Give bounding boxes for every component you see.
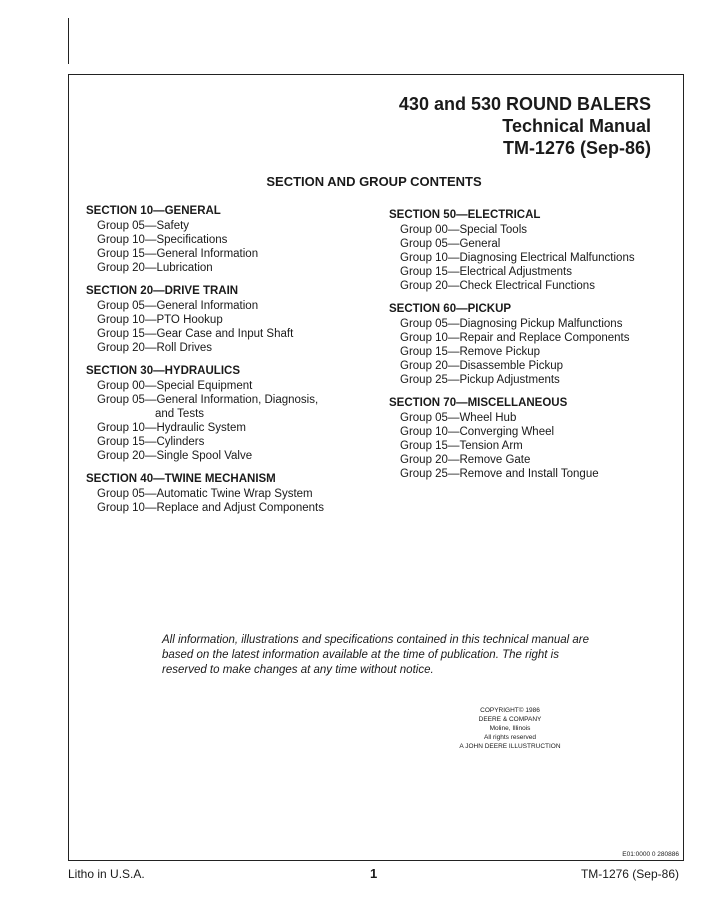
group-item: Group 10—Specifications [97, 234, 228, 246]
section-title: SECTION 40—TWINE MECHANISM [86, 473, 276, 485]
copyright-line: Moline, Illinois [489, 725, 531, 732]
group-item: Group 15—Remove Pickup [400, 346, 540, 358]
title-line-1: 430 and 530 ROUND BALERS [398, 94, 651, 114]
group-item: Group 05—Diagnosing Pickup Malfunctions [400, 318, 623, 330]
group-item: Group 15—Electrical Adjustments [400, 266, 572, 278]
title-line-3: TM-1276 (Sep-86) [502, 138, 651, 158]
copyright-block [440, 706, 580, 751]
footer-manual-id: TM-1276 (Sep-86) [580, 867, 679, 881]
group-item: Group 20—Roll Drives [97, 342, 213, 354]
group-item: Group 05—General [400, 238, 501, 250]
group-item: Group 20—Remove Gate [400, 454, 531, 466]
section-40 [86, 472, 376, 515]
section-20 [86, 284, 376, 355]
group-item: Group 25—Remove and Install Tongue [400, 468, 599, 480]
group-item: Group 00—Special Equipment [97, 380, 253, 392]
disclaimer-text: All information, illustrations and specifications contained in this technical manual are based on the latest information available at the time of publication. The right is reserved to make changes at any time without notice. [162, 634, 590, 676]
group-item: Group 25—Pickup Adjustments [400, 374, 560, 386]
contents-column-left [86, 204, 376, 524]
group-item: Group 10—Diagnosing Electrical Malfunctions [400, 252, 635, 264]
group-item: Group 20—Check Electrical Functions [400, 280, 595, 292]
document-code: E01:0000 0 280886 [622, 851, 679, 858]
copyright-line: A JOHN DEERE ILLUSTRUCTION [459, 743, 561, 750]
group-item: Group 00—Special Tools [400, 224, 527, 236]
section-60 [389, 302, 679, 387]
footer-litho: Litho in U.S.A. [68, 867, 145, 881]
group-item-continuation [86, 407, 376, 421]
group-item: Group 05—General Information, Diagnosis, [97, 394, 319, 406]
section-title: SECTION 70—MISCELLANEOUS [389, 397, 568, 409]
group-item: Group 10—Repair and Replace Components [400, 332, 630, 344]
group-item: Group 15—Cylinders [97, 436, 205, 448]
section-title: SECTION 20—DRIVE TRAIN [86, 285, 239, 297]
section-30 [86, 364, 376, 463]
group-item: Group 20—Disassemble Pickup [400, 360, 563, 372]
section-title: SECTION 60—PICKUP [389, 303, 512, 315]
copyright-line: DEERE & COMPANY [478, 716, 542, 723]
group-item: Group 10—Converging Wheel [400, 426, 555, 438]
title-line-2: Technical Manual [502, 116, 651, 136]
section-title: SECTION 50—ELECTRICAL [389, 209, 541, 221]
group-item: Group 05—Safety [97, 220, 190, 232]
continuation-text: and Tests [155, 408, 205, 420]
contents-heading: SECTION AND GROUP CONTENTS [266, 174, 482, 189]
page-number: 1 [370, 866, 378, 881]
section-10 [86, 204, 376, 275]
section-title: SECTION 30—HYDRAULICS [86, 365, 240, 377]
section-70 [389, 396, 679, 481]
top-margin-rule [68, 18, 69, 64]
group-item: Group 15—Tension Arm [400, 440, 523, 452]
copyright-line: COPYRIGHT© 1986 [480, 707, 540, 714]
contents-column-right [389, 208, 679, 490]
group-item: Group 05—General Information [97, 300, 259, 312]
group-item: Group 15—Gear Case and Input Shaft [97, 328, 294, 340]
group-item: Group 15—General Information [97, 248, 259, 260]
group-item: Group 05—Wheel Hub [400, 412, 517, 424]
section-50 [389, 208, 679, 293]
group-item: Group 05—Automatic Twine Wrap System [97, 488, 313, 500]
copyright-line: All rights reserved [483, 734, 537, 741]
group-item: Group 10—Hydraulic System [97, 422, 246, 434]
group-item: Group 10—Replace and Adjust Components [97, 502, 324, 514]
section-title: SECTION 10—GENERAL [86, 205, 221, 217]
manual-title [399, 93, 651, 159]
group-item: Group 20—Single Spool Valve [97, 450, 253, 462]
group-item: Group 10—PTO Hookup [97, 314, 223, 326]
group-item: Group 20—Lubrication [97, 262, 213, 274]
